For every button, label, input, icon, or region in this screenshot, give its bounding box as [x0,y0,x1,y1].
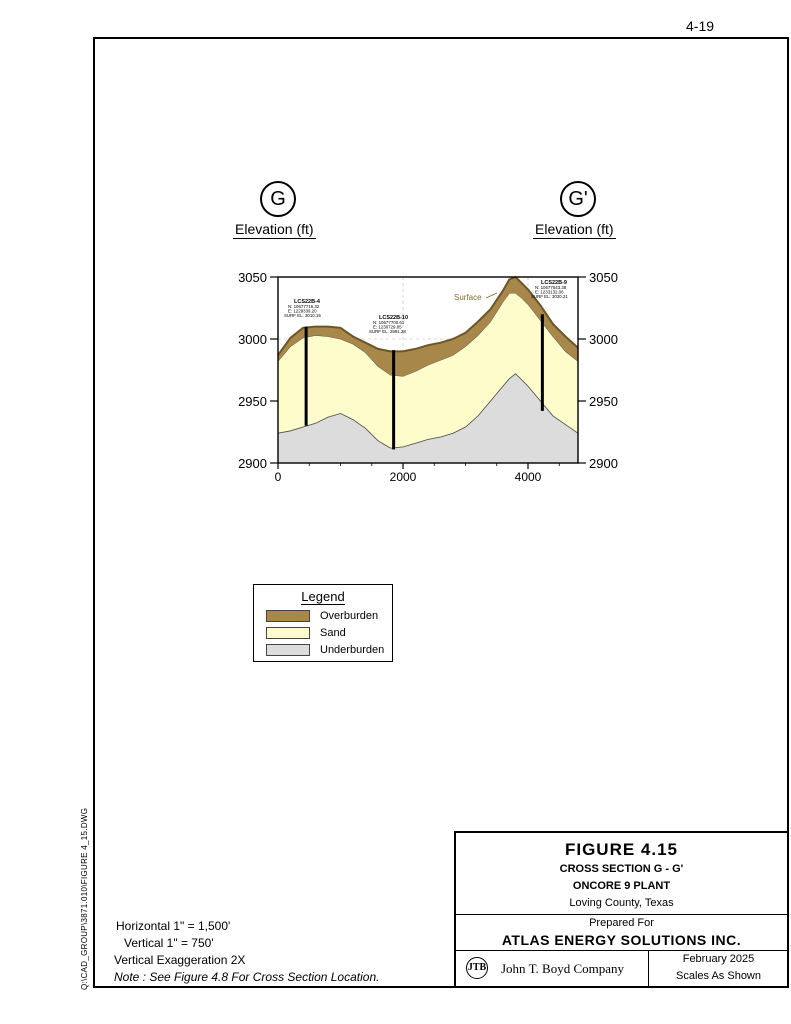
prepared-for-label: Prepared For [589,917,654,929]
elevation-title-left: Elevation (ft) [235,221,314,237]
borehole-coordinate: SURF EL: 2991.28 [369,329,406,334]
title-block [454,831,789,988]
scale-notes [115,918,379,986]
x-tick-label: 4000 [514,470,542,484]
company-name: John T. Boyd Company [501,961,625,976]
y-tick-label-left: 3050 [238,270,267,285]
figure-number: FIGURE 4.15 [564,840,679,859]
y-tick-label-left: 2900 [238,456,267,471]
borehole-coordinate: N: 10677716.32 [288,304,320,309]
figure-title: CROSS SECTION G - G' [559,863,684,875]
borehole-label: LCS22B-9 [541,280,567,286]
legend-title: Legend [301,589,345,604]
horizontal-scale: Horizontal 1" = 1,500' [116,919,231,933]
legend-item-underburden [266,643,384,657]
legend [253,584,393,662]
legend-swatch-underburden [266,644,310,656]
location: Loving County, Texas [569,897,674,909]
borehole-coordinate: E: 1230729.85 [373,324,402,330]
legend-label: Overburden [320,610,379,622]
y-tick-label-left: 3000 [238,332,267,347]
vertical-scale: Vertical 1" = 750' [124,936,214,950]
figure-date: February 2025 [682,953,755,965]
plant-name: ONCORE 9 PLANT [572,880,671,892]
scale-note: Scales As Shown [676,970,761,982]
borehole-coordinate: N: 10677700.61 [373,320,405,325]
section-marker-right: G' [560,181,596,217]
legend-label: Underburden [320,644,385,656]
vertical-exaggeration: Vertical Exaggeration 2X [114,953,246,967]
y-tick-label-right: 2950 [589,394,618,409]
borehole-coordinate: E: 1229339.20 [288,308,317,314]
x-tick-label: 0 [274,470,282,484]
borehole-coordinate: E: 1233132.06 [535,289,564,295]
legend-item-overburden [266,609,378,623]
legend-swatch-overburden [266,610,310,622]
y-tick-label-right: 3050 [589,270,618,285]
y-tick-label-right: 2900 [589,456,618,471]
section-marker-left: G [260,181,296,217]
borehole-coordinate: N: 10677643.38 [535,285,567,290]
borehole-label: LCS22B-10 [379,315,409,321]
legend-label: Sand [320,627,346,639]
jtb-logo-icon: JTB [466,957,488,979]
page-number: 4-19 [686,18,715,34]
client-name: ATLAS ENERGY SOLUTIONS INC. [501,932,742,948]
surface-leader [486,293,497,298]
y-tick-label-right: 3000 [589,332,618,347]
location-note: Note : See Figure 4.8 For Cross Section Location. [114,970,380,984]
elevation-title-right: Elevation (ft) [535,221,614,237]
legend-swatch-sand [266,627,310,639]
surface-annotation: Surface [454,293,482,302]
legend-item-sand [266,626,346,640]
borehole-coordinate: SURF EL: 3020.21 [531,294,568,299]
borehole-label: LCS22B-4 [294,299,320,305]
borehole-coordinate: SURF EL: 3010.15 [284,313,321,318]
file-path: Q:\CAD_GROUP\3871.010\FIGURE 4_15.DWG [80,807,89,990]
x-tick-label: 2000 [389,470,417,484]
y-tick-label-left: 2950 [238,394,267,409]
